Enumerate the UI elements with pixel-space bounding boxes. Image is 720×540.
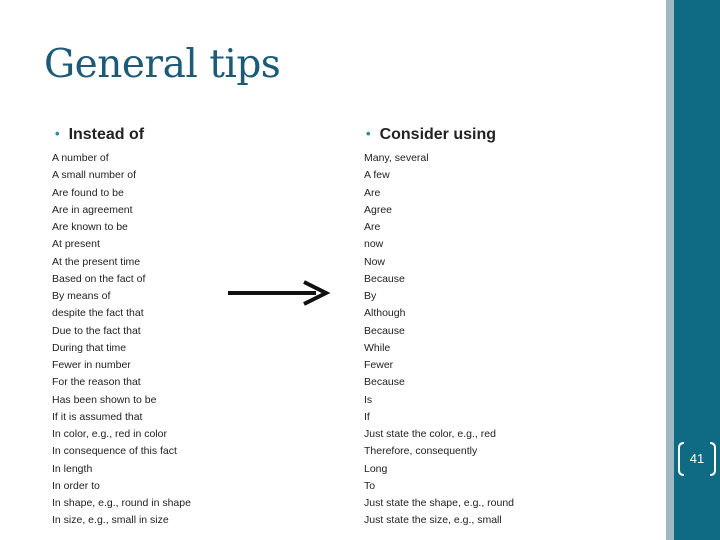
consider-using-item: Is bbox=[364, 393, 373, 406]
instead-of-item: Based on the fact of bbox=[52, 272, 146, 285]
instead-of-list bbox=[52, 150, 191, 530]
consider-using-item: While bbox=[364, 341, 391, 354]
bullet-icon: • bbox=[55, 126, 60, 141]
consider-using-item: Just state the color, e.g., red bbox=[364, 428, 496, 440]
page-number: 41 bbox=[689, 451, 705, 466]
consider-using-item: Are bbox=[364, 186, 381, 199]
instead-of-item: Are found to be bbox=[52, 186, 124, 199]
slide-title: General tips bbox=[44, 42, 281, 87]
instead-of-item: Are in agreement bbox=[52, 203, 133, 216]
consider-using-item: Long bbox=[364, 462, 388, 475]
instead-of-item: For the reason that bbox=[52, 376, 141, 389]
consider-using-item: A few bbox=[364, 169, 390, 182]
consider-using-item: Therefore, consequently bbox=[364, 445, 478, 458]
consider-using-list bbox=[364, 150, 514, 530]
consider-using-item: Agree bbox=[364, 203, 393, 216]
sidebar-accent-light bbox=[666, 0, 674, 540]
instead-of-item: despite the fact that bbox=[52, 307, 144, 320]
consider-using-item: Many, several bbox=[364, 152, 429, 164]
consider-using-item: Because bbox=[364, 376, 405, 389]
instead-of-item: In length bbox=[52, 462, 93, 475]
consider-using-item: Because bbox=[364, 324, 405, 337]
instead-of-item: A number of bbox=[52, 152, 109, 164]
consider-using-item: now bbox=[364, 238, 384, 251]
instead-of-item: In size, e.g., small in size bbox=[52, 514, 169, 527]
consider-using-item: Just state the shape, e.g., round bbox=[364, 497, 515, 509]
instead-of-item: A small number of bbox=[52, 169, 137, 182]
instead-of-item: Are known to be bbox=[52, 221, 128, 233]
consider-using-item: Just state the size, e.g., small bbox=[364, 514, 502, 527]
column-heading-label: Instead of bbox=[68, 126, 145, 143]
column-heading-label: Consider using bbox=[379, 126, 497, 143]
consider-using-item: If bbox=[364, 410, 370, 423]
instead-of-item: At the present time bbox=[52, 255, 141, 268]
instead-of-item: Fewer in number bbox=[52, 359, 131, 371]
consider-using-item: Although bbox=[364, 307, 406, 320]
consider-using-item: Now bbox=[364, 255, 386, 268]
consider-using-item: Because bbox=[364, 272, 405, 285]
instead-of-item: At present bbox=[52, 238, 100, 251]
column-heading-consider-using bbox=[366, 126, 496, 144]
consider-using-item: To bbox=[364, 479, 376, 492]
instead-of-item: In consequence of this fact bbox=[52, 445, 177, 458]
bullet-icon: • bbox=[366, 126, 371, 141]
instead-of-item: By means of bbox=[52, 290, 111, 302]
instead-of-item: Due to the fact that bbox=[52, 324, 141, 337]
consider-using-item: By bbox=[364, 290, 377, 302]
instead-of-item: During that time bbox=[52, 341, 127, 354]
instead-of-item: Has been shown to be bbox=[52, 393, 157, 406]
consider-using-item: Fewer bbox=[364, 359, 394, 371]
instead-of-item: If it is assumed that bbox=[52, 410, 143, 423]
arrow-right-icon bbox=[228, 280, 332, 308]
instead-of-item: In color, e.g., red in color bbox=[52, 428, 167, 440]
instead-of-item: In shape, e.g., round in shape bbox=[52, 497, 191, 509]
column-heading-instead-of bbox=[55, 126, 144, 144]
consider-using-item: Are bbox=[364, 221, 381, 233]
instead-of-item: In order to bbox=[52, 479, 100, 492]
